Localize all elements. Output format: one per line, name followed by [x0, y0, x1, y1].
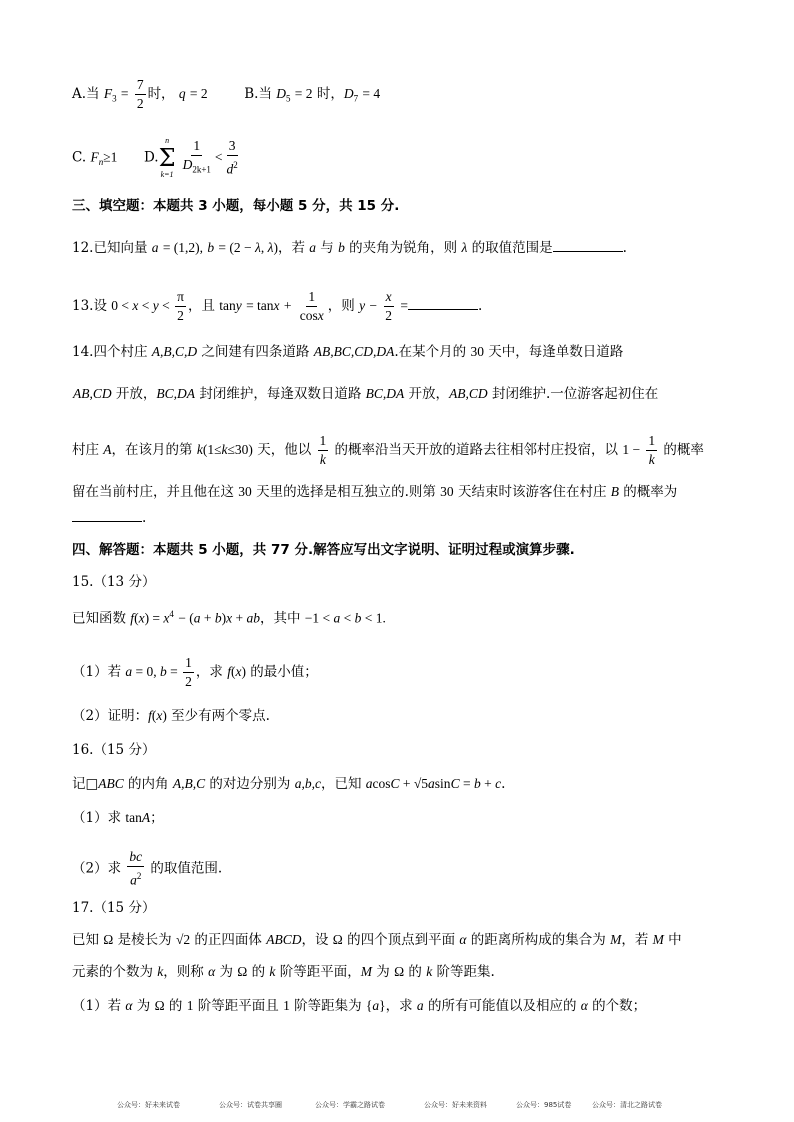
footer-item: 公众号：清北之路试卷: [592, 1101, 662, 1109]
option-a: A.当 $F_3$ = $\frac{7}{2}$ 时， q = 2 B.当 $D_5 = 2$ 时，$D_7 = 4$: [72, 77, 381, 111]
summation-icon: n Σ k=1: [158, 136, 176, 179]
question-14-line-4: 留在当前村庄，并且他在这 30 天里的选择是相互独立的.则第 30 天结束时该游客住在村庄 B 的概率为: [72, 484, 678, 500]
fraction-7-2: $\frac{7}{2}$: [136, 77, 144, 111]
question-17-part-1: （1）若 α 为 Ω 的 1 阶等距平面且 1 阶等距集为 {a}，求 a 的所有可能值以及相应的 α 的个数；: [72, 998, 647, 1014]
footer-item: 公众号：好未来资料: [424, 1101, 487, 1109]
question-14-line-2: AB,CD 开放，BC,DA 封闭维护，每逢双数日道路 BC,DA 开放，AB,CD 封闭维护.一位游客起初住在: [73, 386, 659, 402]
answer-blank: [72, 509, 142, 522]
question-15-part-1: （1）若 a = 0, b = $\frac{1}{2}$ ，求 f(x) 的最小值；: [72, 655, 318, 689]
section-heading-fill-in: 三、填空题：本题共 3 小题，每小题 5 分，共 15 分.: [72, 198, 400, 214]
option-c-d: C. $F_n\ge 1$ D. n Σ k=1 $\frac{1}{D_{2k+1}}$ < $\frac{3}{d^2}$: [72, 136, 238, 179]
page-footer: [0, 1100, 794, 1114]
question-16-part-1: （1）求 tanA；: [72, 810, 164, 826]
question-16-part-2: （2）求 $\frac{bc}{a^2}$ 的取值范围.: [72, 849, 223, 888]
question-15-part-2: （2）证明：f(x) 至少有两个零点.: [72, 708, 270, 724]
answer-blank: [408, 297, 478, 310]
footer-item: 公众号：985试卷: [516, 1101, 572, 1109]
footer-item: 公众号：试卷共享圈: [219, 1101, 282, 1109]
question-17-line-2: 元素的个数为 k，则称 α 为 Ω 的 k 阶等距平面，M 为 Ω 的 k 阶等距集.: [72, 964, 495, 980]
question-17-line-1: 已知 Ω 是棱长为 √2 的正四面体 ABCD，设 Ω 的四个顶点到平面 α 的距离所构成的集合为 M，若 M 中: [72, 932, 682, 948]
question-14-line-5: .: [72, 508, 146, 528]
question-16-stem: 记□ABC 的内角 A,B,C 的对边分别为 a,b,c，已知 acosC + √5asinC = b + c.: [72, 776, 506, 792]
question-17-header: 17.（15 分）: [72, 900, 156, 916]
question-16-header: 16.（15 分）: [72, 742, 156, 758]
answer-blank: [553, 239, 623, 252]
question-12: 12.已知向量 a = (1,2), b = (2 − λ, λ)，若 a 与 b 的夹角为锐角，则 λ 的取值范围是 .: [72, 240, 627, 256]
question-13: 13.设 0 < x < y < $\frac{\pi}{2}$ ，且 tany = tanx + $\frac{1}{\cos x}$ ，则 y − $\frac{x}{2}$ = .: [72, 289, 483, 323]
section-heading-solutions: 四、解答题：本题共 5 小题，共 77 分.解答应写出文字说明、证明过程或演算步骤.: [72, 542, 575, 558]
footer-item: 公众号：好未来试卷: [117, 1101, 180, 1109]
question-14-line-3: 村庄 A，在该月的第 k(1≤k≤30) 天，他以 $\frac{1}{k}$ 的概率沿当天开放的道路去往相邻村庄投宿，以 1 − $\frac{1}{k}$ 的概率: [72, 433, 704, 467]
footer-item: 公众号：学霸之路试卷: [315, 1101, 385, 1109]
question-15-stem: 已知函数 $f(x) = x^4 - (a + b)x$ + ab，其中 −1 < a < b < 1.: [72, 609, 386, 627]
question-15-header: 15.（13 分）: [72, 574, 156, 590]
question-14-line-1: 14.四个村庄 A,B,C,D 之间建有四条道路 AB,BC,CD,DA.在某个月的 30 天中，每逢单数日道路: [72, 344, 624, 360]
